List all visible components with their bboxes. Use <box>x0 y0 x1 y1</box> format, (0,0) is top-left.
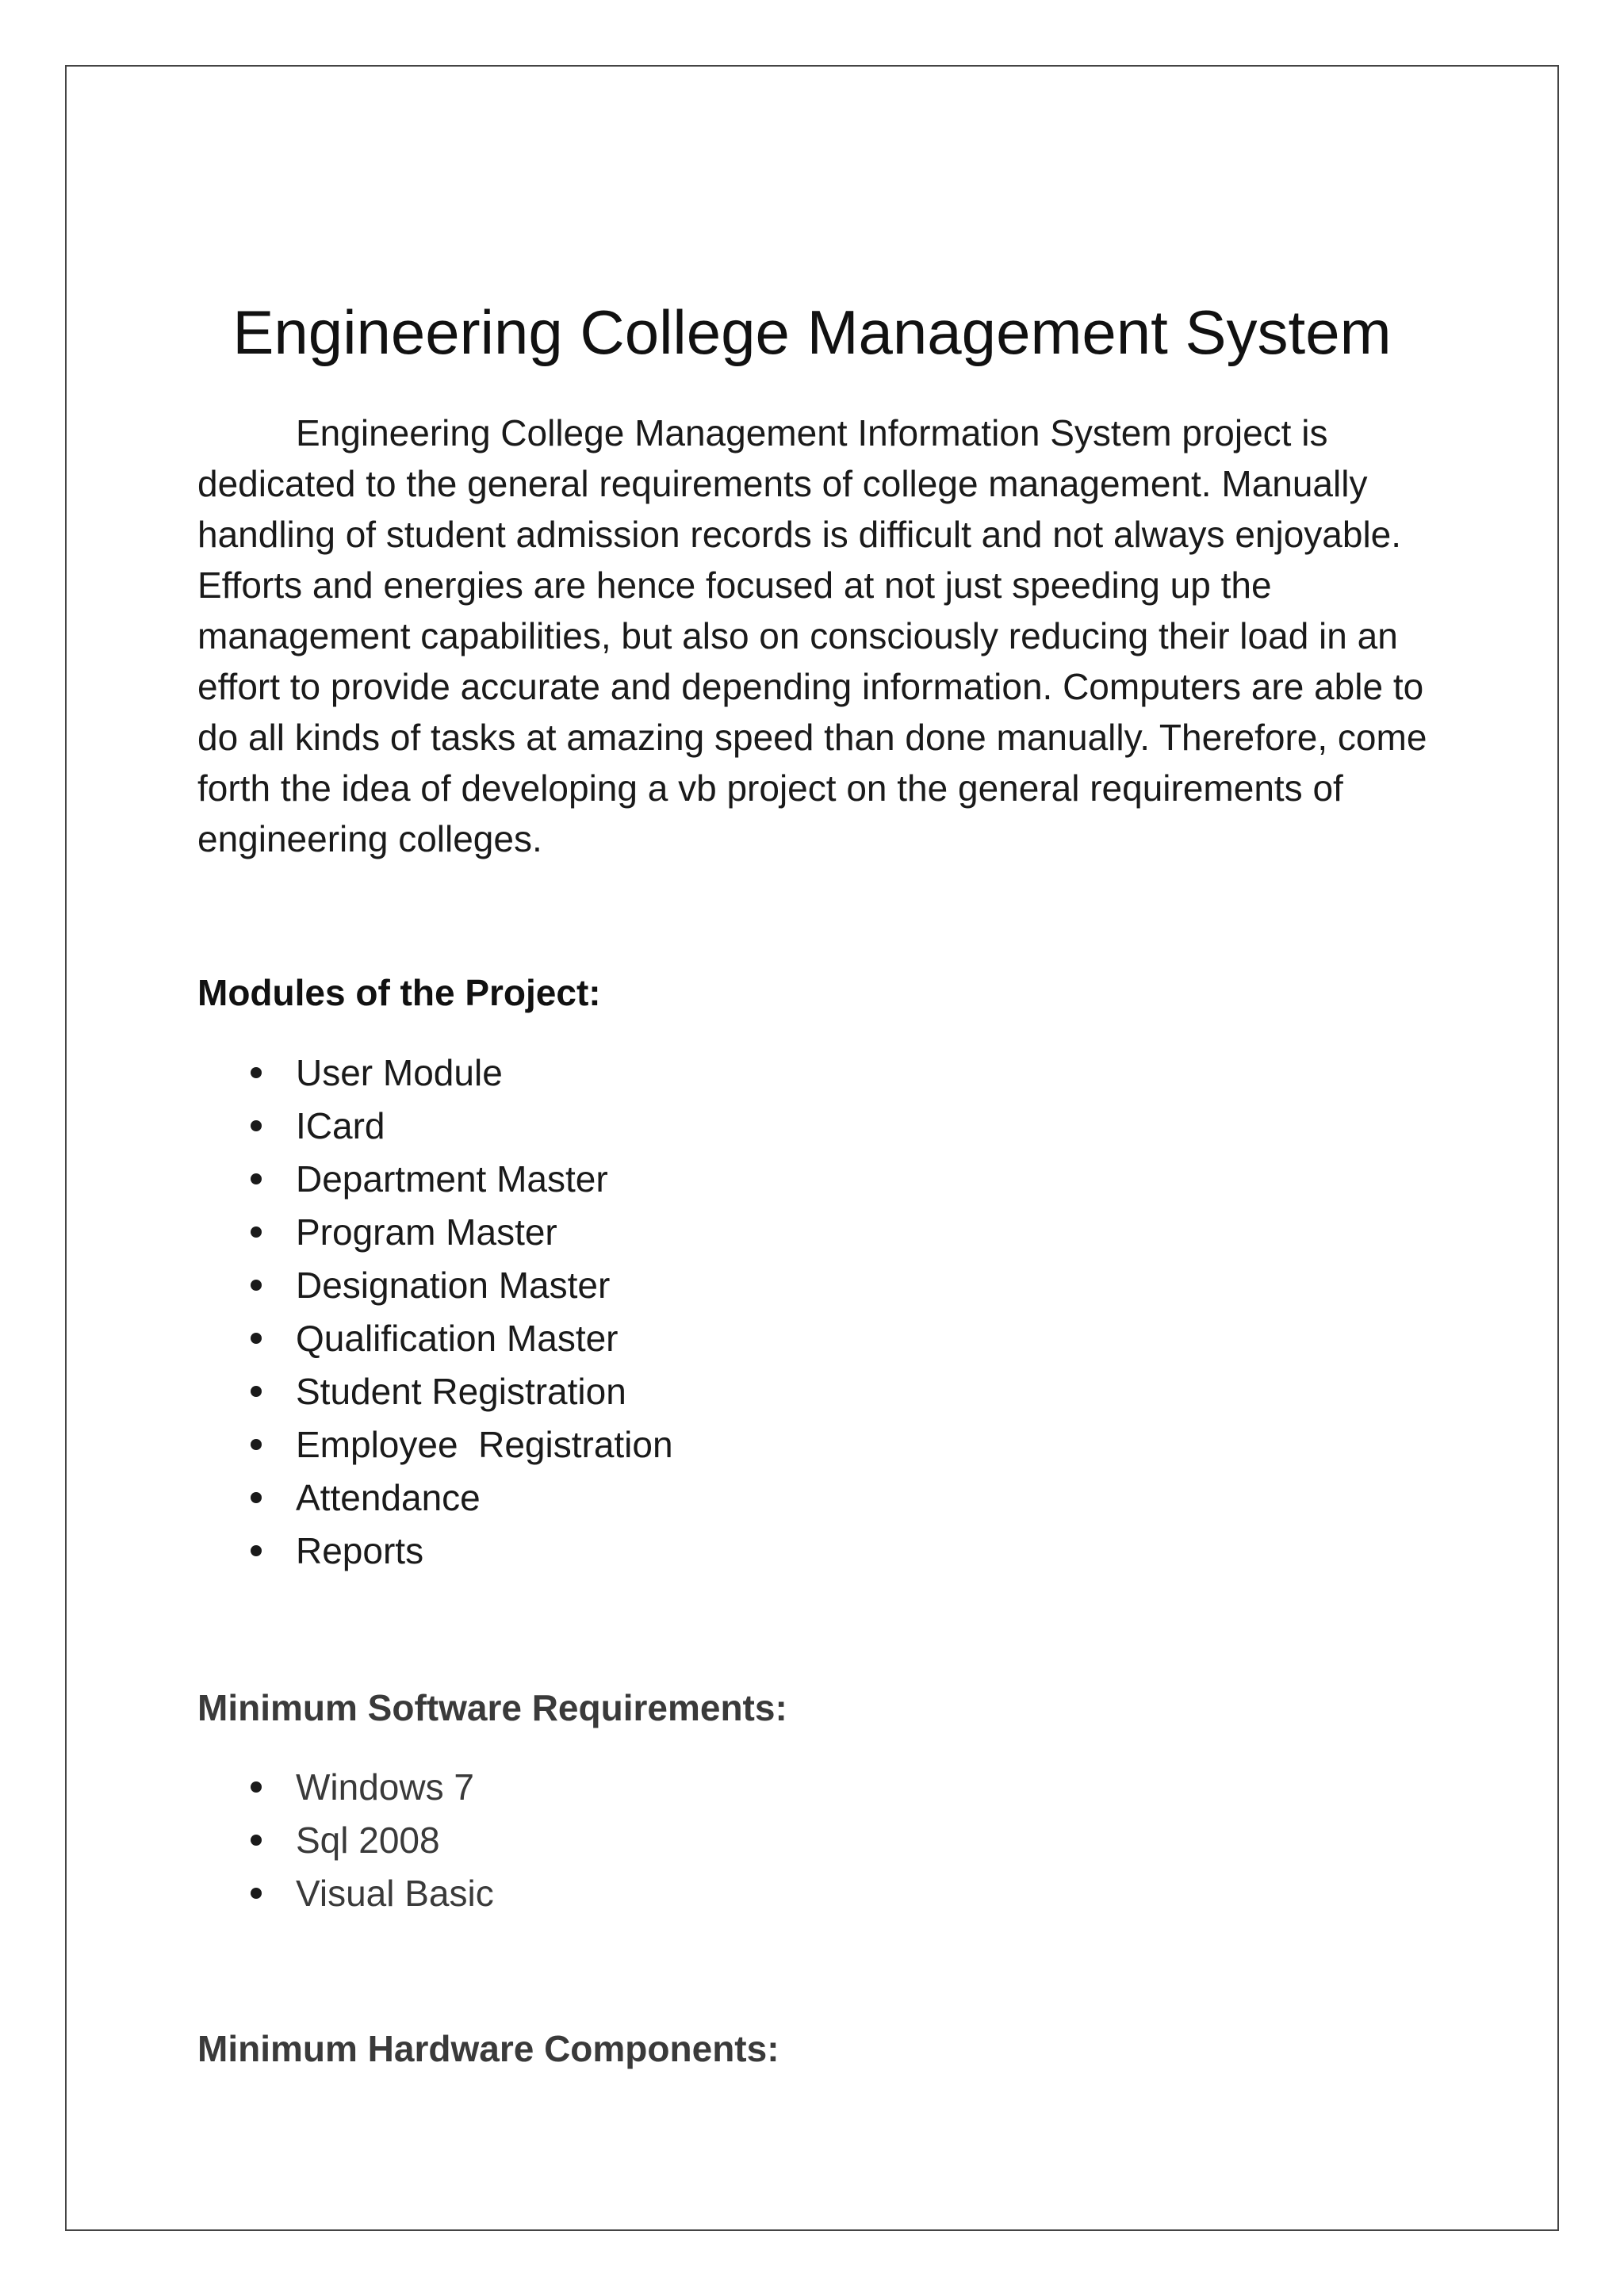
modules-list <box>197 1047 673 1578</box>
module-label: Department Master <box>296 1158 608 1200</box>
bullet-icon <box>251 1333 262 1344</box>
list-item <box>197 1047 673 1100</box>
list-item <box>197 1418 673 1471</box>
module-label: ICard <box>296 1105 385 1146</box>
hardware-components-heading: Minimum Hardware Components: <box>197 2028 779 2069</box>
list-item <box>197 1100 673 1153</box>
software-label: Windows 7 <box>296 1766 474 1808</box>
module-label: User Module <box>296 1052 503 1093</box>
bullet-icon <box>251 1280 262 1291</box>
list-item <box>197 1814 494 1867</box>
bullet-icon <box>251 1492 262 1503</box>
module-label: Student Registration <box>296 1371 626 1412</box>
module-label: Employee Registration <box>296 1424 673 1465</box>
intro-paragraph <box>197 408 1434 864</box>
document-title: Engineering College Management System <box>232 297 1392 367</box>
bullet-icon <box>251 1545 262 1556</box>
bullet-icon <box>251 1781 262 1793</box>
module-label: Qualification Master <box>296 1318 619 1359</box>
bullet-icon <box>251 1173 262 1184</box>
list-item <box>197 1525 673 1578</box>
bullet-icon <box>251 1120 262 1131</box>
bullet-icon <box>251 1835 262 1846</box>
software-requirements-heading: Minimum Software Requirements: <box>197 1687 787 1728</box>
list-item <box>197 1259 673 1312</box>
list-item <box>197 1365 673 1418</box>
bullet-icon <box>251 1067 262 1078</box>
list-item <box>197 1867 494 1920</box>
list-item <box>197 1153 673 1206</box>
bullet-icon <box>251 1439 262 1450</box>
bullet-icon <box>251 1888 262 1899</box>
modules-heading: Modules of the Project: <box>197 972 601 1013</box>
software-label: Sql 2008 <box>296 1820 440 1861</box>
module-label: Attendance <box>296 1477 481 1518</box>
software-requirements-list <box>197 1761 494 1920</box>
module-label: Designation Master <box>296 1265 611 1306</box>
module-label: Reports <box>296 1530 424 1571</box>
list-item <box>197 1471 673 1525</box>
list-item <box>197 1761 494 1814</box>
software-label: Visual Basic <box>296 1873 494 1914</box>
bullet-icon <box>251 1226 262 1238</box>
list-item <box>197 1312 673 1365</box>
module-label: Program Master <box>296 1211 557 1253</box>
intro-text: Engineering College Management Information System project is dedicated to the general requirements of college management. Manually handling of student admission records is difficult and not always enjoyable. Efforts and energies are hence focused at not just speeding up the management capabilities, but also on consciously reducing their load in an effort to provide accurate and depending information. Computers are able to do all kinds of tasks at amazing speed than done manually. Therefore, come forth the idea of developing a vb project on the general requirements of engineering colleges. <box>197 412 1427 859</box>
bullet-icon <box>251 1386 262 1397</box>
list-item <box>197 1206 673 1259</box>
